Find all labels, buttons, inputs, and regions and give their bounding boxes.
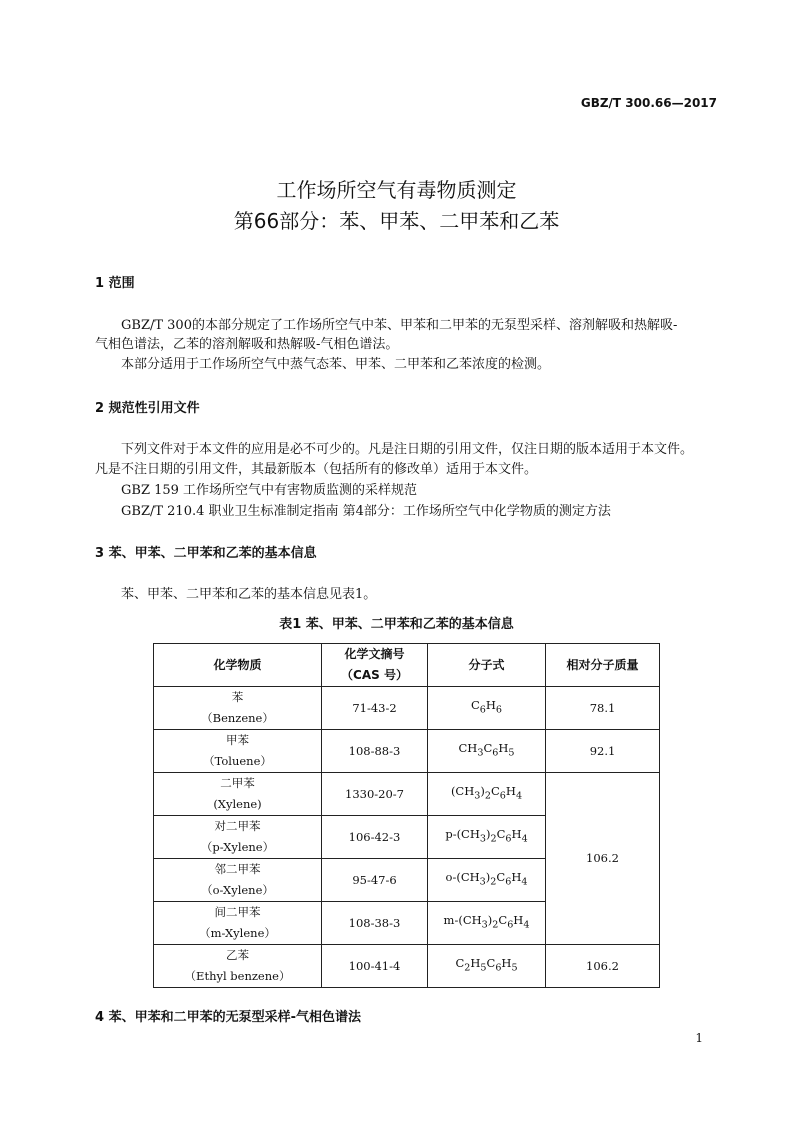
cell-cas: 108-38-3 — [322, 902, 428, 945]
cell-cas: 108-88-3 — [322, 730, 428, 773]
reference-item: GBZ 159 工作场所空气中有害物质监测的采样规范 — [121, 483, 418, 498]
col-header-formula: 分子式 — [428, 644, 546, 687]
cell-substance: 苯 （Benzene） — [154, 687, 322, 730]
paragraph: 凡是不注日期的引用文件，其最新版本（包括所有的修改单）适用于本文件。 — [95, 462, 538, 477]
col-header-substance: 化学物质 — [154, 644, 322, 687]
paragraph: 下列文件对于本文件的应用是必不可少的。凡是注日期的引用文件，仅注日期的版本适用于本文件。 — [121, 442, 694, 457]
cell-molecular-weight: 78.1 — [546, 687, 660, 730]
cell-substance: 对二甲苯 （p-Xylene） — [154, 816, 322, 859]
paragraph: GBZ/T 300的本部分规定了工作场所空气中苯、甲苯和二甲苯的无泵型采样、溶剂解吸和热解吸- — [121, 318, 678, 333]
cell-cas: 71-43-2 — [322, 687, 428, 730]
cell-formula: $o-(CH_3)_2C_6H_4$ — [428, 859, 546, 902]
cell-formula: $m-(CH_3)_2C_6H_4$ — [428, 902, 546, 945]
cell-molecular-weight: 92.1 — [546, 730, 660, 773]
section-heading-2: 2 规范性引用文件 — [95, 401, 200, 416]
cell-substance: 间二甲苯 （m-Xylene） — [154, 902, 322, 945]
cell-formula: $(CH_3)_2C_6H_4$ — [428, 773, 546, 816]
table-row — [154, 730, 660, 773]
cell-formula: $p-(CH_3)_2C_6H_4$ — [428, 816, 546, 859]
cell-molecular-weight: 106.2 — [546, 945, 660, 988]
cell-substance: 邻二甲苯 （o-Xylene） — [154, 859, 322, 902]
section-heading-3: 3 苯、甲苯、二甲苯和乙苯的基本信息 — [95, 546, 317, 561]
cell-cas: 100-41-4 — [322, 945, 428, 988]
standard-number: GBZ/T 300.66—2017 — [580, 96, 717, 110]
paragraph: 本部分适用于工作场所空气中蒸气态苯、甲苯、二甲苯和乙苯浓度的检测。 — [121, 357, 551, 372]
document-title-line2: 第66部分：苯、甲苯、二甲苯和乙苯 — [233, 209, 560, 233]
table-row — [154, 773, 660, 816]
col-header-molecular-weight: 相对分子质量 — [546, 644, 660, 687]
cell-substance: 甲苯 （Toluene） — [154, 730, 322, 773]
reference-item: GBZ/T 210.4 职业卫生标准制定指南 第4部分：工作场所空气中化学物质的测定方法 — [121, 504, 611, 519]
paragraph: 气相色谱法，乙苯的溶剂解吸和热解吸-气相色谱法。 — [95, 337, 399, 352]
paragraph: 苯、甲苯、二甲苯和乙苯的基本信息见表1。 — [121, 587, 377, 602]
col-header-cas: 化学文摘号 （CAS 号） — [322, 644, 428, 687]
cell-cas: 106-42-3 — [322, 816, 428, 859]
section-heading-1: 1 范围 — [95, 276, 135, 291]
substance-info-table — [153, 643, 660, 988]
table-caption: 表1 苯、甲苯、二甲苯和乙苯的基本信息 — [279, 617, 514, 632]
cell-formula: $CH_3C_6H_5$ — [428, 730, 546, 773]
cell-substance: 二甲苯 (Xylene) — [154, 773, 322, 816]
cell-molecular-weight: 106.2 — [546, 773, 660, 945]
cell-cas: 95-47-6 — [322, 859, 428, 902]
document-title-line1: 工作场所空气有毒物质测定 — [276, 178, 517, 202]
cell-cas: 1330-20-7 — [322, 773, 428, 816]
table-header-row — [154, 644, 660, 687]
cell-formula: $C_2H_5C_6H_5$ — [428, 945, 546, 988]
page-number: 1 — [695, 1031, 703, 1045]
cell-formula: $C_6H_6$ — [428, 687, 546, 730]
section-heading-4: 4 苯、甲苯和二甲苯的无泵型采样-气相色谱法 — [95, 1010, 361, 1025]
cell-substance: 乙苯 （Ethyl benzene） — [154, 945, 322, 988]
table-row — [154, 687, 660, 730]
table-row — [154, 945, 660, 988]
